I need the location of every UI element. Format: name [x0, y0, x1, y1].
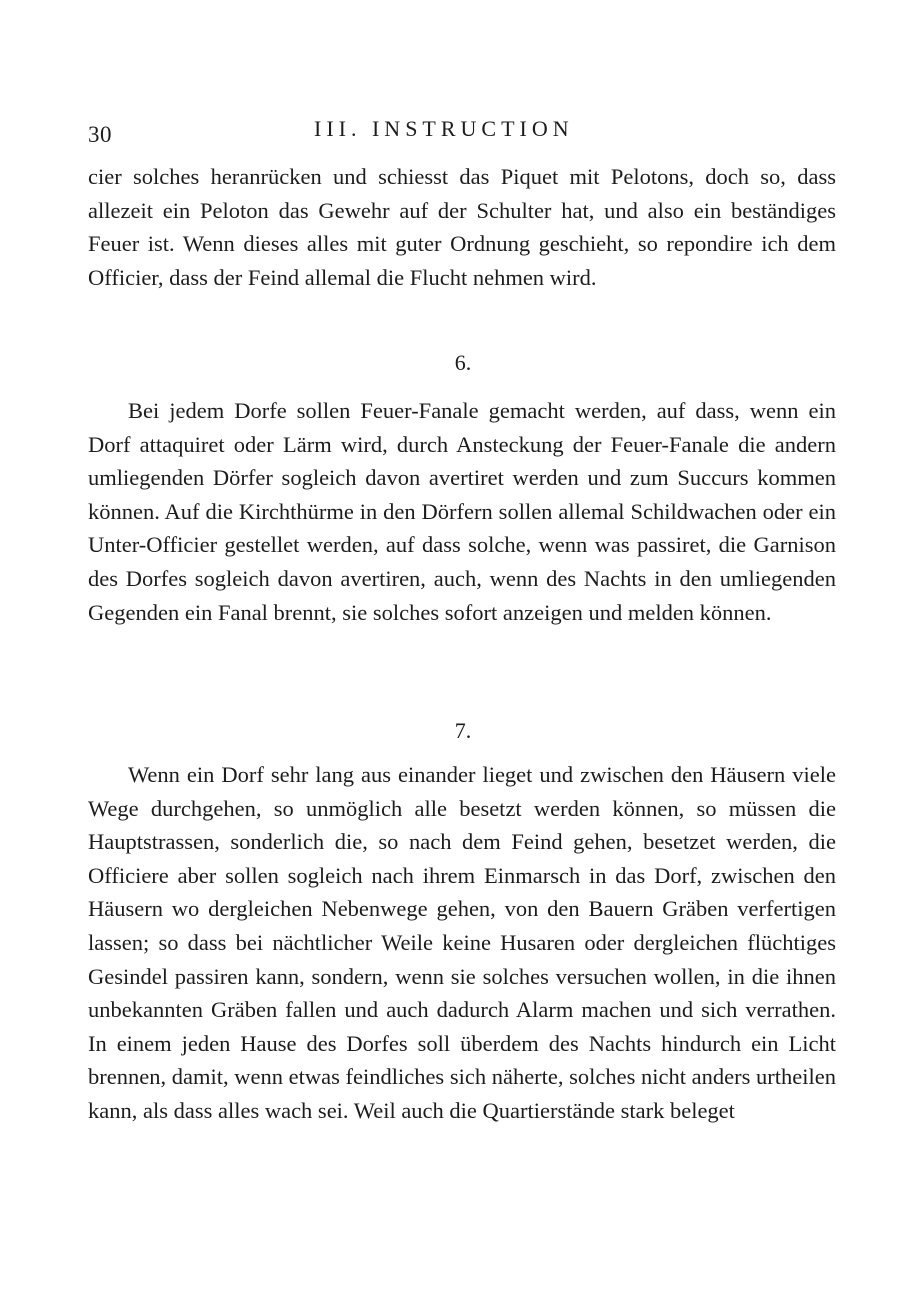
paragraph-section-6: Bei jedem Dorfe sollen Feuer-Fanale gemacht werden, auf dass, wenn ein Dorf attaquiret oder Lärm wird, durch Ansteckung der Feuer-Fanale die andern umliegenden Dörfer sogleich davon avertiret werden und zum Succurs kommen können. Auf die Kirchthürme in den Dörfern sollen allemal Schildwachen oder ein Unter-Officier gestellet werden, auf dass solche, wenn was passiret, die Garnison des Dorfes sogleich davon avertiren, auch, wenn des Nachts in den umliegenden Gegenden ein Fanal brennt, sie solches sofort anzeigen und melden können. — [88, 398, 836, 625]
section-number-6: 6. — [454, 350, 472, 375]
page-header — [88, 116, 848, 146]
section-number-7: 7. — [454, 718, 472, 743]
paragraph-section-7: Wenn ein Dorf sehr lang aus einander lieget und zwischen den Häusern viele Wege durchgehen, so unmöglich alle besetzt werden können, so müssen die Hauptstrassen, sonderlich die, so nach dem Feind gehen, besetzet werden, die Officiere aber sollen sogleich nach ihrem Einmarsch in das Dorf, zwischen den Häusern wo dergleichen Nebenwege gehen, von den Bauern Gräben verfertigen lassen; so dass bei nächtlicher Weile keine Husaren oder dergleichen flüchtiges Gesindel passiren kann, sondern, wenn sie solches versuchen wollen, in die ihnen unbekannten Gräben fallen und auch dadurch Alarm machen und sich verrathen. In einem jeden Hause des Dorfes soll überdem des Nachts hindurch ein Licht brennen, damit, wenn etwas feindliches sich näherte, solches nicht anders urtheilen kann, als dass alles wach sei. Weil auch die Quartierstände stark beleget — [88, 762, 836, 1123]
page-number: 30 — [88, 122, 112, 147]
running-title: III. INSTRUCTION — [314, 116, 574, 141]
paragraph-continuation: cier solches heranrücken und schiesst das Piquet mit Pelotons, doch so, dass allezeit ein Peloton das Gewehr auf der Schulter hat, und also ein beständiges Feuer ist. Wenn dieses alles mit guter Ordnung geschieht, so repondire ich dem Officier, dass der Feind allemal die Flucht nehmen wird. — [88, 164, 836, 290]
